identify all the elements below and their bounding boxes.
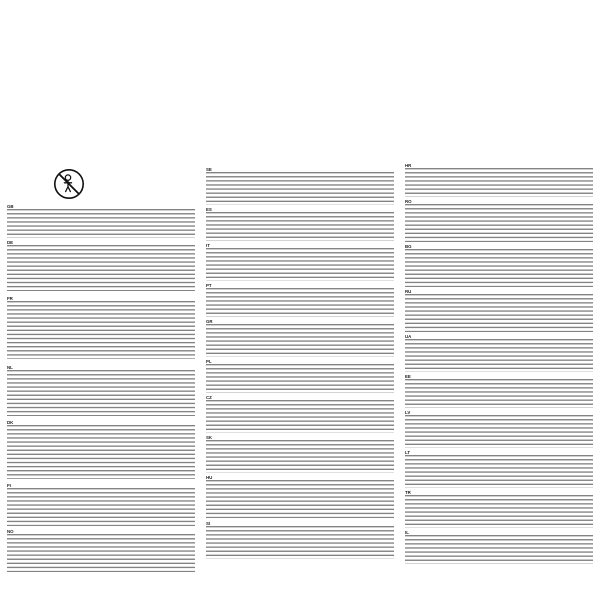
warning-text	[206, 480, 394, 518]
warning-text	[7, 534, 195, 572]
language-code-label: DK	[7, 420, 14, 425]
warning-text	[206, 440, 394, 473]
language-code-label: LT	[405, 450, 411, 455]
language-code-label: NL	[7, 365, 13, 370]
language-code-label: SE	[206, 167, 212, 172]
warning-block-nl	[7, 365, 195, 416]
warning-text	[405, 339, 593, 372]
warning-text	[206, 324, 394, 357]
warning-block-no	[7, 529, 195, 572]
warning-text	[206, 172, 394, 205]
warning-block-cz	[206, 395, 394, 433]
language-code-label: LV	[405, 410, 411, 415]
language-code-label: SI	[206, 521, 211, 526]
warning-text	[206, 526, 394, 559]
warning-block-dk	[7, 420, 195, 479]
language-code-label: CZ	[206, 395, 212, 400]
language-code-label: DE	[7, 240, 14, 245]
warning-block-si	[206, 521, 394, 559]
language-code-label: PL	[206, 359, 212, 364]
language-code-label: NO	[7, 529, 14, 534]
language-code-label: FR	[7, 296, 13, 301]
warning-block-gb	[7, 204, 195, 238]
warning-block-fr	[7, 296, 195, 359]
text-column-2	[206, 0, 394, 600]
warning-block-it	[206, 243, 394, 281]
warning-text	[405, 168, 593, 197]
warning-block-ee	[405, 374, 593, 408]
warning-text	[405, 455, 593, 488]
warning-text	[7, 209, 195, 238]
warning-text	[7, 245, 195, 291]
language-code-label: GR	[206, 319, 213, 324]
language-code-label: GB	[7, 204, 14, 209]
language-code-label: UA	[405, 334, 412, 339]
warning-text	[7, 370, 195, 416]
language-code-label: ES	[206, 207, 212, 212]
text-column-1	[7, 0, 195, 600]
language-code-label: TR	[405, 490, 411, 495]
warning-block-ru	[405, 289, 593, 332]
warning-block-sk	[206, 435, 394, 473]
language-code-label: HU	[206, 475, 213, 480]
warning-text	[405, 535, 593, 564]
warning-block-fi	[7, 483, 195, 526]
warning-block-pl	[206, 359, 394, 393]
warning-block-ua	[405, 334, 593, 372]
warning-text	[206, 364, 394, 393]
warning-text	[405, 379, 593, 408]
warning-block-gr	[206, 319, 394, 357]
warning-text	[206, 288, 394, 317]
language-code-label: IL	[405, 530, 409, 535]
warning-block-hu	[206, 475, 394, 518]
warning-text	[206, 400, 394, 433]
language-code-label: HR	[405, 163, 412, 168]
warning-block-tr	[405, 490, 593, 528]
language-code-label: BG	[405, 244, 412, 249]
language-code-label: EE	[405, 374, 411, 379]
warning-text	[7, 488, 195, 526]
warning-block-ro	[405, 199, 593, 242]
warning-text	[405, 415, 593, 448]
language-code-label: RU	[405, 289, 412, 294]
text-column-3	[405, 0, 593, 600]
language-code-label: RO	[405, 199, 412, 204]
language-code-label: FI	[7, 483, 11, 488]
warning-block-hr	[405, 163, 593, 197]
no-children-under-3-warning-icon	[53, 168, 85, 200]
warning-text	[405, 294, 593, 332]
warning-text	[206, 212, 394, 241]
warning-text	[206, 248, 394, 281]
warning-block-lv	[405, 410, 593, 448]
warning-text	[405, 495, 593, 528]
warning-text	[405, 204, 593, 242]
warning-block-pt	[206, 283, 394, 317]
warning-text	[7, 425, 195, 479]
warning-text	[7, 301, 195, 359]
warning-block-de	[7, 240, 195, 291]
language-code-label: IT	[206, 243, 210, 248]
warning-block-lt	[405, 450, 593, 488]
language-code-label: SK	[206, 435, 213, 440]
language-code-label: PT	[206, 283, 212, 288]
warning-block-il	[405, 530, 593, 564]
warning-block-es	[206, 207, 394, 241]
warning-block-bg	[405, 244, 593, 287]
warning-block-se	[206, 167, 394, 205]
warning-text	[405, 249, 593, 287]
